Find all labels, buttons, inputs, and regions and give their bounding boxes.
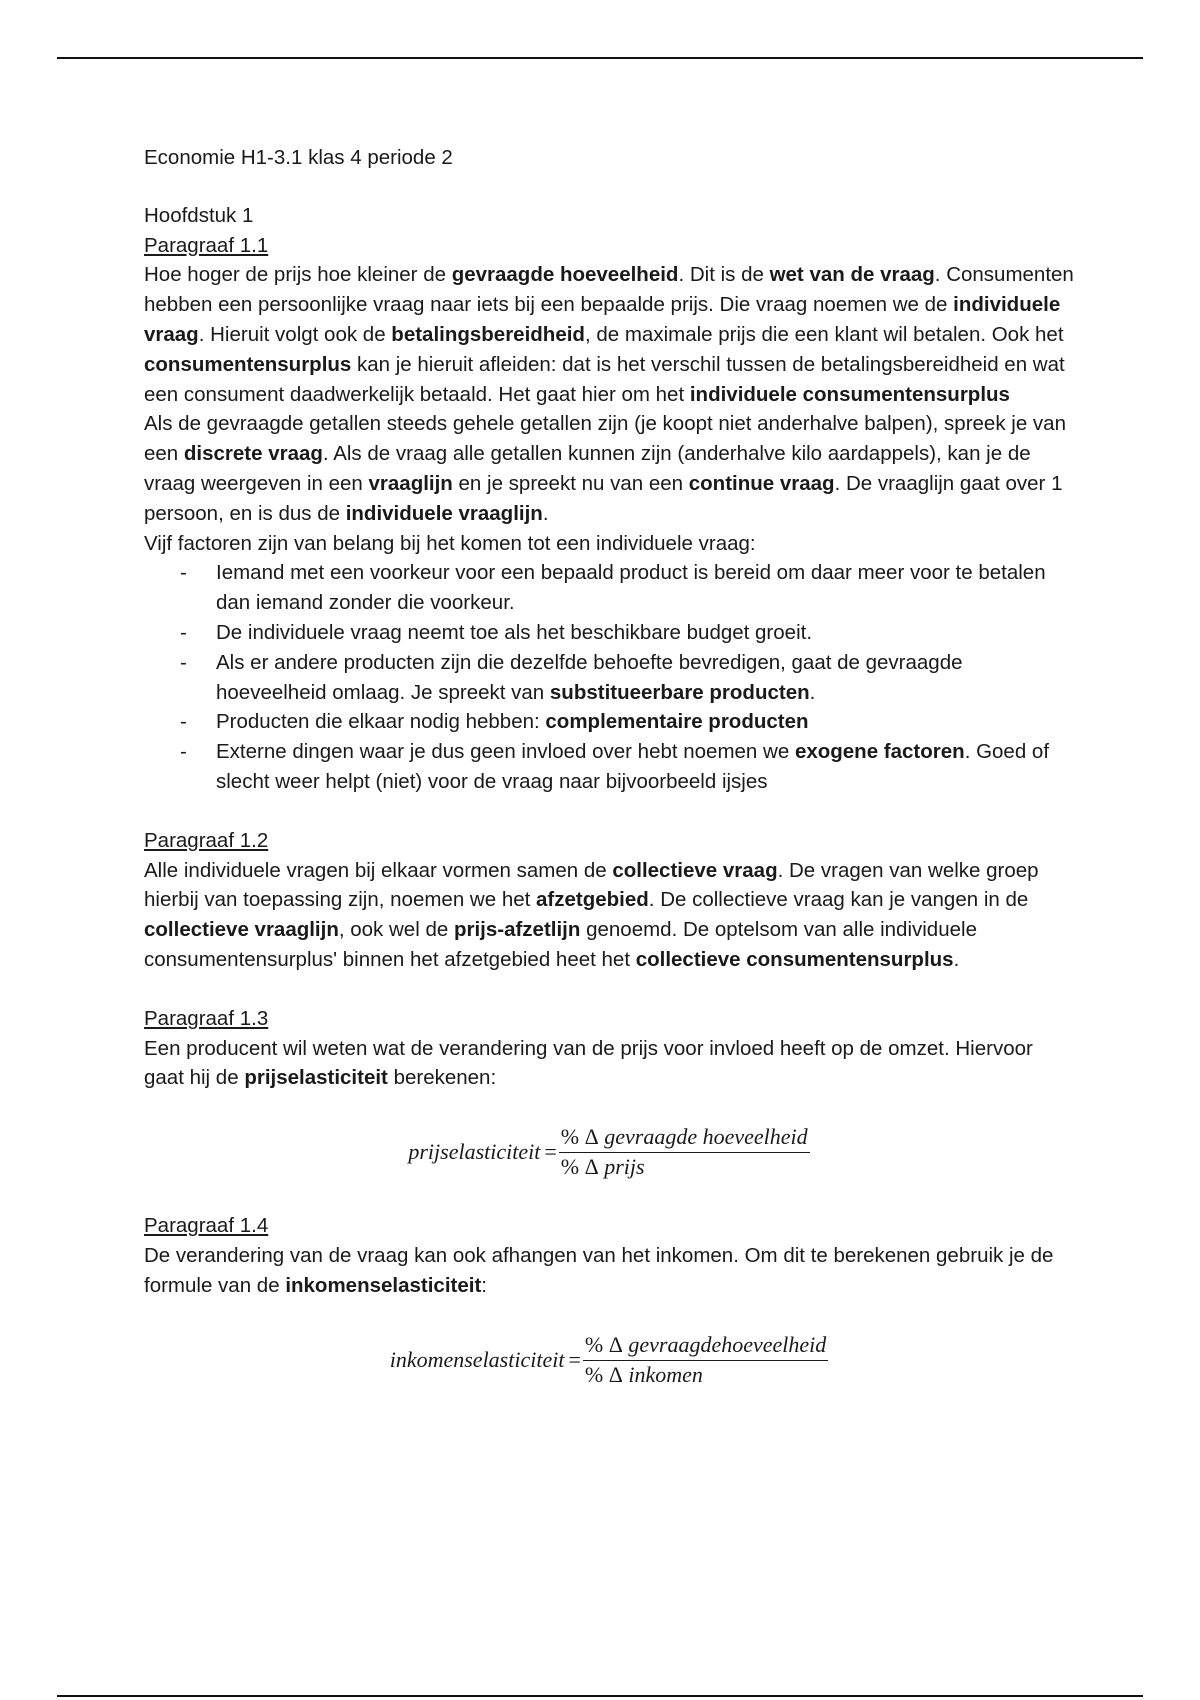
bullet-dash: - <box>180 620 187 644</box>
text-run: . <box>809 680 816 704</box>
key-term: collectieve vraaglijn <box>144 918 339 942</box>
key-term: prijs-afzetlijn <box>453 918 581 942</box>
section-1-3 <box>144 1004 1074 1181</box>
formula-numerator <box>559 1123 810 1153</box>
text-run: De verandering van de vraag kan ook afhangen van het inkomen. Om dit te berekenen gebruik je de formule van de <box>144 1243 1054 1297</box>
key-term: discrete vraag <box>183 442 323 466</box>
factor-list <box>144 558 1074 796</box>
text-run: Iemand met een voorkeur voor een bepaald product is bereid om daar meer voor te betalen dan iemand zonder die voorkeur. <box>216 561 1046 615</box>
key-term: complementaire producten <box>545 710 809 734</box>
chapter-heading: Hoofdstuk 1 <box>144 203 254 227</box>
section-paragraph <box>144 856 1074 975</box>
formula-numerator <box>583 1331 828 1361</box>
section-1-4 <box>144 1211 1074 1388</box>
percent-sign: % <box>584 1361 604 1387</box>
footer-rule <box>57 1695 1143 1697</box>
text-run: . De vraaglijn gaat over 1 persoon, en is dus de <box>144 471 1063 525</box>
text-run: Alle individuele vragen bij elkaar vormen samen de <box>144 858 613 882</box>
denominator-text: prijs <box>604 1154 645 1180</box>
formula-lhs: inkomenselasticiteit <box>389 1346 565 1372</box>
list-item <box>144 618 1074 648</box>
list-item <box>144 648 1074 708</box>
key-term: wet van de vraag <box>769 263 935 287</box>
key-term: consumentensurplus <box>144 352 352 376</box>
key-term: exogene factoren <box>794 740 965 764</box>
text-run: De individuele vraag neemt toe als het beschikbare budget groeit. <box>216 620 813 644</box>
header-rule <box>57 57 1143 59</box>
text-run: en je spreekt nu van een <box>452 471 689 495</box>
percent-sign: % <box>560 1124 580 1150</box>
key-term: substitueerbare producten <box>549 680 810 704</box>
list-item <box>144 737 1074 797</box>
text-run: . <box>953 947 960 971</box>
delta-symbol: Δ <box>584 1124 599 1150</box>
text-run: Een producent wil weten wat de verandering van de prijs voor invloed heeft op de omzet. Hiervoor gaat hij de <box>144 1036 1033 1090</box>
text-run: . Goed of slecht weer helpt (niet) voor de vraag naar bijvoorbeeld ijsjes <box>216 740 1050 793</box>
list-item-text <box>216 740 1049 793</box>
percent-sign: % <box>560 1154 580 1180</box>
list-item <box>144 707 1074 737</box>
key-term: continue vraag <box>688 471 835 495</box>
text-run: kan je hieruit afleiden: dat is het verschil tussen de betalingsbereidheid en wat een consument daadwerkelijk betaald. Het gaat hier om het <box>144 352 1065 406</box>
section-paragraph <box>144 1241 1074 1301</box>
price-elasticity-formula <box>144 1123 1074 1181</box>
key-term: individuele vraag <box>144 293 1061 346</box>
text-run: . De vragen van welke groep hierbij van toepassing zijn, noemen we het <box>144 858 1039 912</box>
numerator-text: gevraagdehoeveelheid <box>628 1331 827 1357</box>
text-run: Producten die elkaar nodig hebben: <box>216 710 546 734</box>
text-run: Als de gevraagde getallen steeds gehele getallen zijn (je koopt niet anderhalve balpen), spreek je van een <box>144 412 1066 466</box>
key-term: vraaglijn <box>368 471 453 495</box>
formula-denominator <box>559 1153 645 1181</box>
text-run: berekenen: <box>387 1066 497 1090</box>
key-term: gevraagde hoeveelheid <box>451 263 679 287</box>
section-heading: Paragraaf 1.4 <box>144 1214 269 1238</box>
formula-denominator <box>583 1361 703 1389</box>
text-run: , ook wel de <box>338 918 454 942</box>
list-item-text <box>216 621 812 644</box>
text-run: . Dit is de <box>678 263 770 287</box>
text-run: . De collectieve vraag kan je vangen in de <box>648 888 1029 912</box>
text-run: Vijf factoren zijn van belang bij het komen tot een individuele vraag: <box>144 531 756 555</box>
section-paragraph <box>144 260 1074 409</box>
formula-fraction <box>559 1123 810 1181</box>
key-term: betalingsbereidheid <box>391 322 585 346</box>
text-run: . Als de vraag alle getallen kunnen zijn (anderhalve kilo aardappels), kan je de vraag weergeven in een <box>144 442 1031 495</box>
formula-fraction <box>583 1331 828 1389</box>
text-run: genoemd. De optelsom van alle individuele consumentensurplus' binnen het afzetgebied heet het <box>144 918 977 971</box>
numerator-text: gevraagde hoeveelheid <box>604 1124 808 1150</box>
section-heading: Paragraaf 1.1 <box>144 233 269 257</box>
list-item-text <box>216 710 809 733</box>
delta-symbol: Δ <box>584 1154 599 1180</box>
key-term: individuele vraaglijn <box>345 501 543 525</box>
key-term: collectieve consumentensurplus <box>635 947 954 971</box>
document-title: Economie H1-3.1 klas 4 periode 2 <box>144 146 453 169</box>
text-run: . Consumenten hebben een persoonlijke vraag naar iets bij een bepaalde prijs. Die vraag noemen we de <box>144 263 1074 317</box>
text-run: Externe dingen waar je dus geen invloed over hebt noemen we <box>216 740 795 764</box>
section-heading: Paragraaf 1.3 <box>144 1006 269 1030</box>
delta-symbol: Δ <box>608 1331 623 1357</box>
formula-equals: = <box>568 1346 581 1372</box>
section-paragraph <box>144 1034 1074 1094</box>
key-term: prijselasticiteit <box>244 1066 388 1090</box>
key-term: afzetgebied <box>536 888 649 912</box>
bullet-dash: - <box>180 650 187 674</box>
key-term: inkomenselasticiteit <box>285 1273 482 1297</box>
section-1-1 <box>144 231 1074 797</box>
percent-sign: % <box>584 1331 604 1357</box>
list-item-text <box>216 651 963 704</box>
formula-lhs: prijselasticiteit <box>408 1139 541 1165</box>
list-item <box>144 558 1074 618</box>
text-run: : <box>481 1273 487 1297</box>
denominator-text: inkomen <box>628 1361 703 1387</box>
section-paragraph <box>144 529 1074 559</box>
text-run: , de maximale prijs die een klant wil betalen. Ook het <box>584 322 1064 346</box>
list-item-text <box>216 561 1046 614</box>
bullet-dash: - <box>180 710 187 734</box>
section-paragraph <box>144 409 1074 528</box>
bullet-dash: - <box>180 740 187 764</box>
key-term: collectieve vraag <box>612 858 778 882</box>
key-term: individuele consumentensurplus <box>689 382 1010 406</box>
text-run: . Hieruit volgt ook de <box>198 322 392 346</box>
delta-symbol: Δ <box>608 1361 623 1387</box>
income-elasticity-formula <box>144 1331 1074 1389</box>
bullet-dash: - <box>180 561 187 585</box>
text-run: Als er andere producten zijn die dezelfde behoefte bevredigen, gaat de gevraagde hoeveelheid omlaag. Je spreekt van <box>216 650 963 704</box>
text-run: . <box>542 501 549 525</box>
section-1-2 <box>144 826 1074 975</box>
document-page <box>144 143 1074 1419</box>
section-heading: Paragraaf 1.2 <box>144 828 269 852</box>
formula-equals: = <box>544 1139 557 1165</box>
text-run: Hoe hoger de prijs hoe kleiner de <box>144 263 452 287</box>
